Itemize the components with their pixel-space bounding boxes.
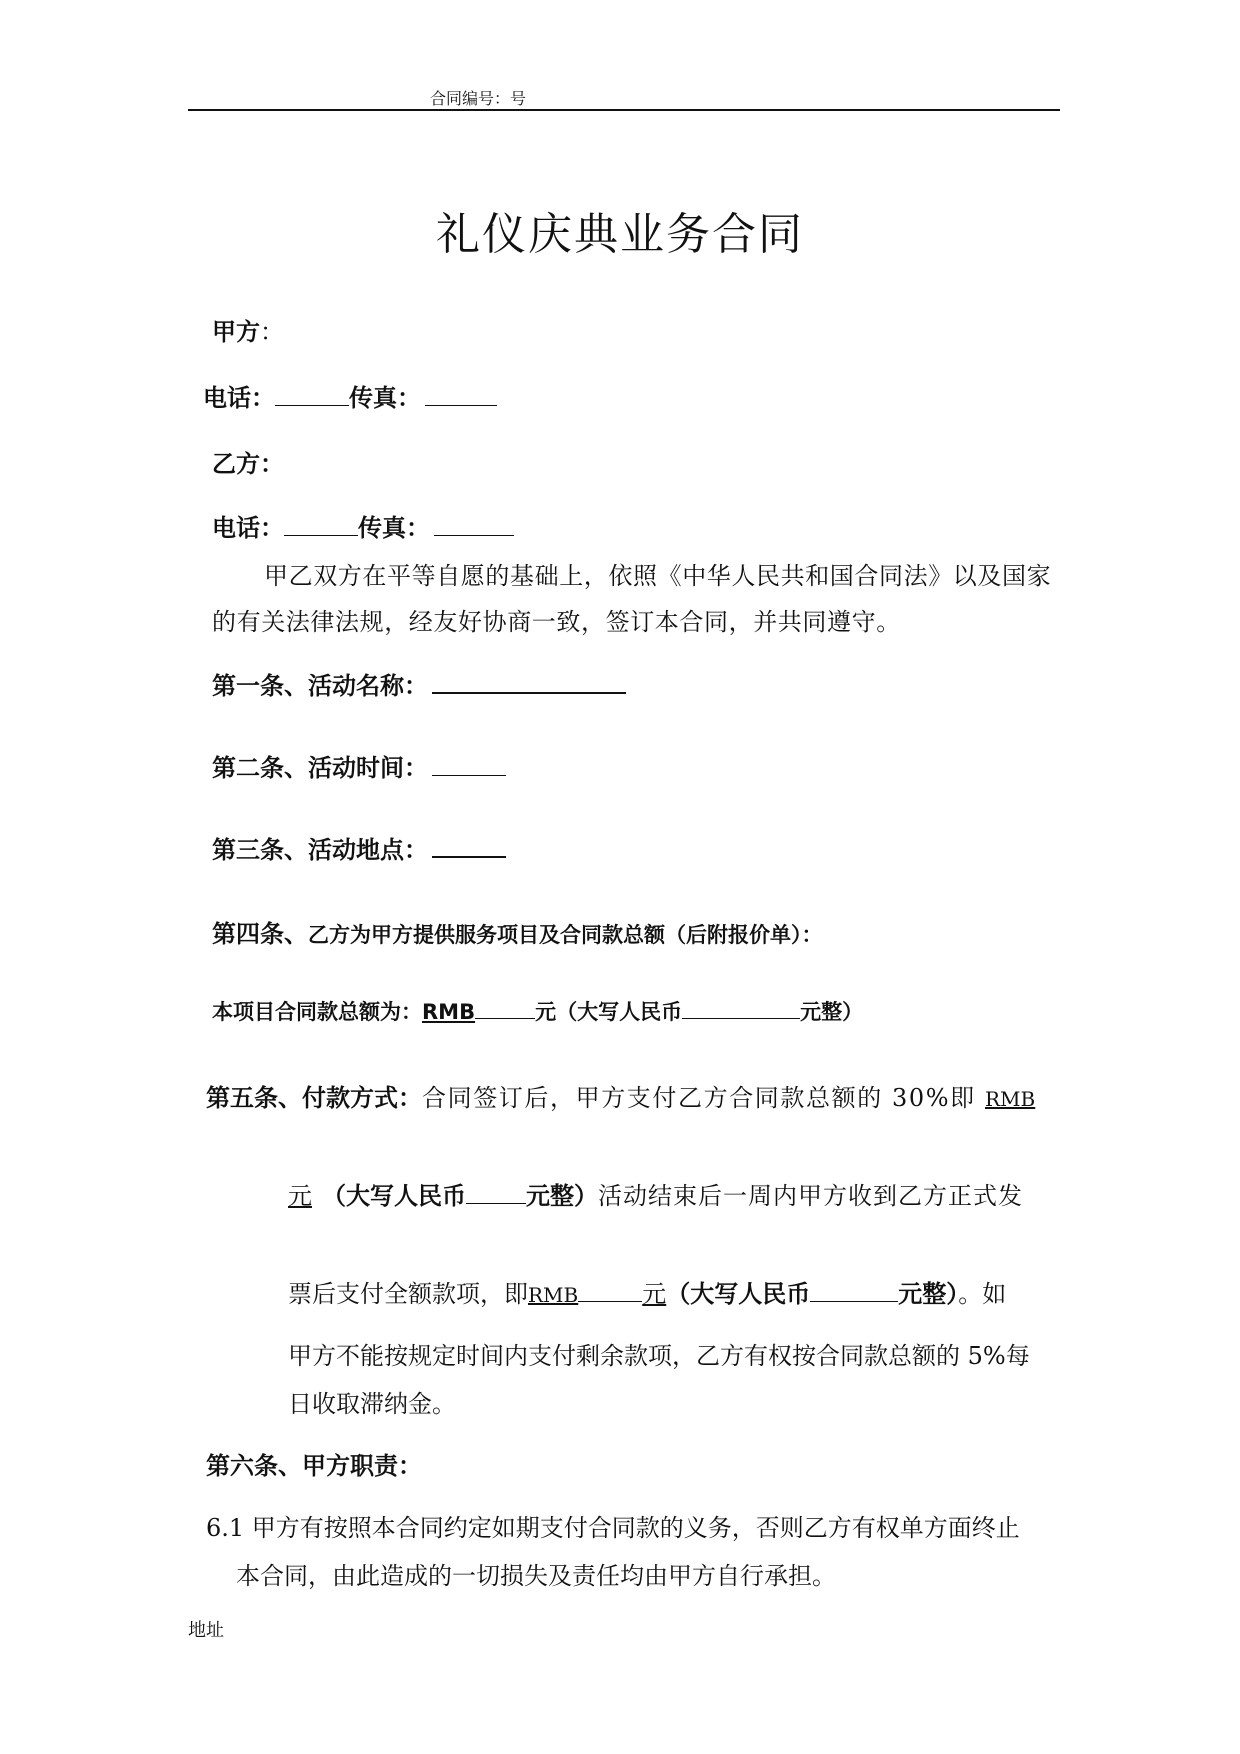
- party-a-line: [212, 312, 284, 347]
- party-b-fax-blank: [434, 513, 514, 536]
- intro-line-1: 甲乙双方在平等自愿的基础上，依照《中华人民共和国合同法》以及国家: [264, 562, 1052, 590]
- article-4-head: 第四条、: [212, 920, 308, 948]
- header-rule: [188, 109, 1060, 111]
- article-5-l2-capital: （大写人民币: [322, 1182, 466, 1210]
- article-5-line-3: [288, 1274, 1006, 1309]
- article-3-label: 第三条、活动地点：: [212, 836, 428, 864]
- total-prefix: 本项目合同款总额为：: [212, 1000, 422, 1024]
- party-a-contact-line: [203, 378, 497, 413]
- party-a-fax-blank: [425, 383, 497, 406]
- article-2-label: 第二条、活动时间：: [212, 754, 428, 782]
- article-5-line-1: [206, 1078, 1035, 1113]
- article-4-text: 乙方为甲方提供服务项目及合同款总额（后附报价单）：: [308, 923, 823, 947]
- article-5-l3-rmb-blank: [578, 1279, 642, 1302]
- article-5-line-5: 日收取滞纳金。: [288, 1390, 456, 1418]
- article-1-label: 第一条、活动名称：: [212, 672, 428, 700]
- article-4: [212, 914, 823, 949]
- party-a-sep: ：: [260, 318, 284, 346]
- total-capital-blank: [682, 996, 800, 1019]
- party-b-label: 乙方：: [212, 450, 284, 478]
- article-5-l2-yuan: 元: [288, 1182, 312, 1210]
- total-end: 元整）: [800, 1000, 864, 1024]
- activity-name-blank: [432, 670, 626, 694]
- article-5-l1-rmb: RMB: [985, 1087, 1036, 1111]
- party-b-fax-label: 传真：: [358, 514, 430, 542]
- footer-address: 地址: [188, 1620, 224, 1641]
- party-b-phone-label: 电话：: [212, 514, 284, 542]
- party-b-phone-blank: [284, 513, 358, 536]
- total-rmb-blank: [475, 996, 535, 1019]
- article-5-l2-blank: [466, 1181, 526, 1204]
- party-a-phone-label: 电话：: [203, 384, 275, 412]
- article-5-l3-text: 票后支付全额款项，即: [288, 1280, 528, 1308]
- article-5-line-2: [288, 1176, 1023, 1211]
- article-5-l3-tail: 。如: [958, 1280, 1007, 1308]
- article-5-l3-rmb: RMB: [528, 1283, 579, 1307]
- article-5-l3-blank: [810, 1279, 898, 1302]
- article-5-l2-rest: 活动结束后一周内甲方收到乙方正式发: [598, 1182, 1023, 1210]
- article-5-line-4: 甲方不能按规定时间内支付剩余款项，乙方有权按合同款总额的 5%每: [288, 1342, 1030, 1370]
- total-amount-line: [212, 996, 863, 1026]
- article-5-l3-yuan: 元: [642, 1280, 667, 1308]
- activity-time-blank: [432, 753, 506, 776]
- article-1: [212, 666, 626, 701]
- activity-place-blank: [432, 834, 506, 858]
- contract-number: 合同编号：号: [430, 89, 527, 108]
- article-5-l3-capital-end: 元整）: [898, 1280, 959, 1308]
- article-5-head: 第五条、付款方式：: [206, 1084, 422, 1112]
- party-a-phone-blank: [275, 383, 349, 406]
- total-rmb: RMB: [422, 1000, 476, 1024]
- clause-6-1-line-1: 6.1 甲方有按照本合同约定如期支付合同款的义务，否则乙方有权单方面终止: [206, 1514, 1020, 1542]
- article-5-l1-text: 合同签订后，甲方支付乙方合同款总额的 30%即: [422, 1084, 985, 1112]
- article-3: [212, 830, 506, 865]
- intro-line-2: 的有关法律法规，经友好协商一致，签订本合同，并共同遵守。: [212, 608, 901, 636]
- party-a-fax-label: 传真：: [349, 384, 421, 412]
- document-title: 礼仪庆典业务合同: [436, 209, 804, 260]
- article-5-l3-capital: （大写人民币: [666, 1280, 811, 1308]
- clause-6-1-line-2: 本合同，由此造成的一切损失及责任均由甲方自行承担。: [236, 1562, 836, 1590]
- article-5-l2-capital-end: 元整）: [526, 1182, 598, 1210]
- total-yuan: 元（大写人民币: [535, 1000, 683, 1024]
- party-a-label: 甲方: [212, 318, 260, 346]
- party-b-contact-line: [212, 508, 514, 543]
- article-6-head: 第六条、甲方职责：: [206, 1452, 422, 1480]
- article-2: [212, 748, 506, 783]
